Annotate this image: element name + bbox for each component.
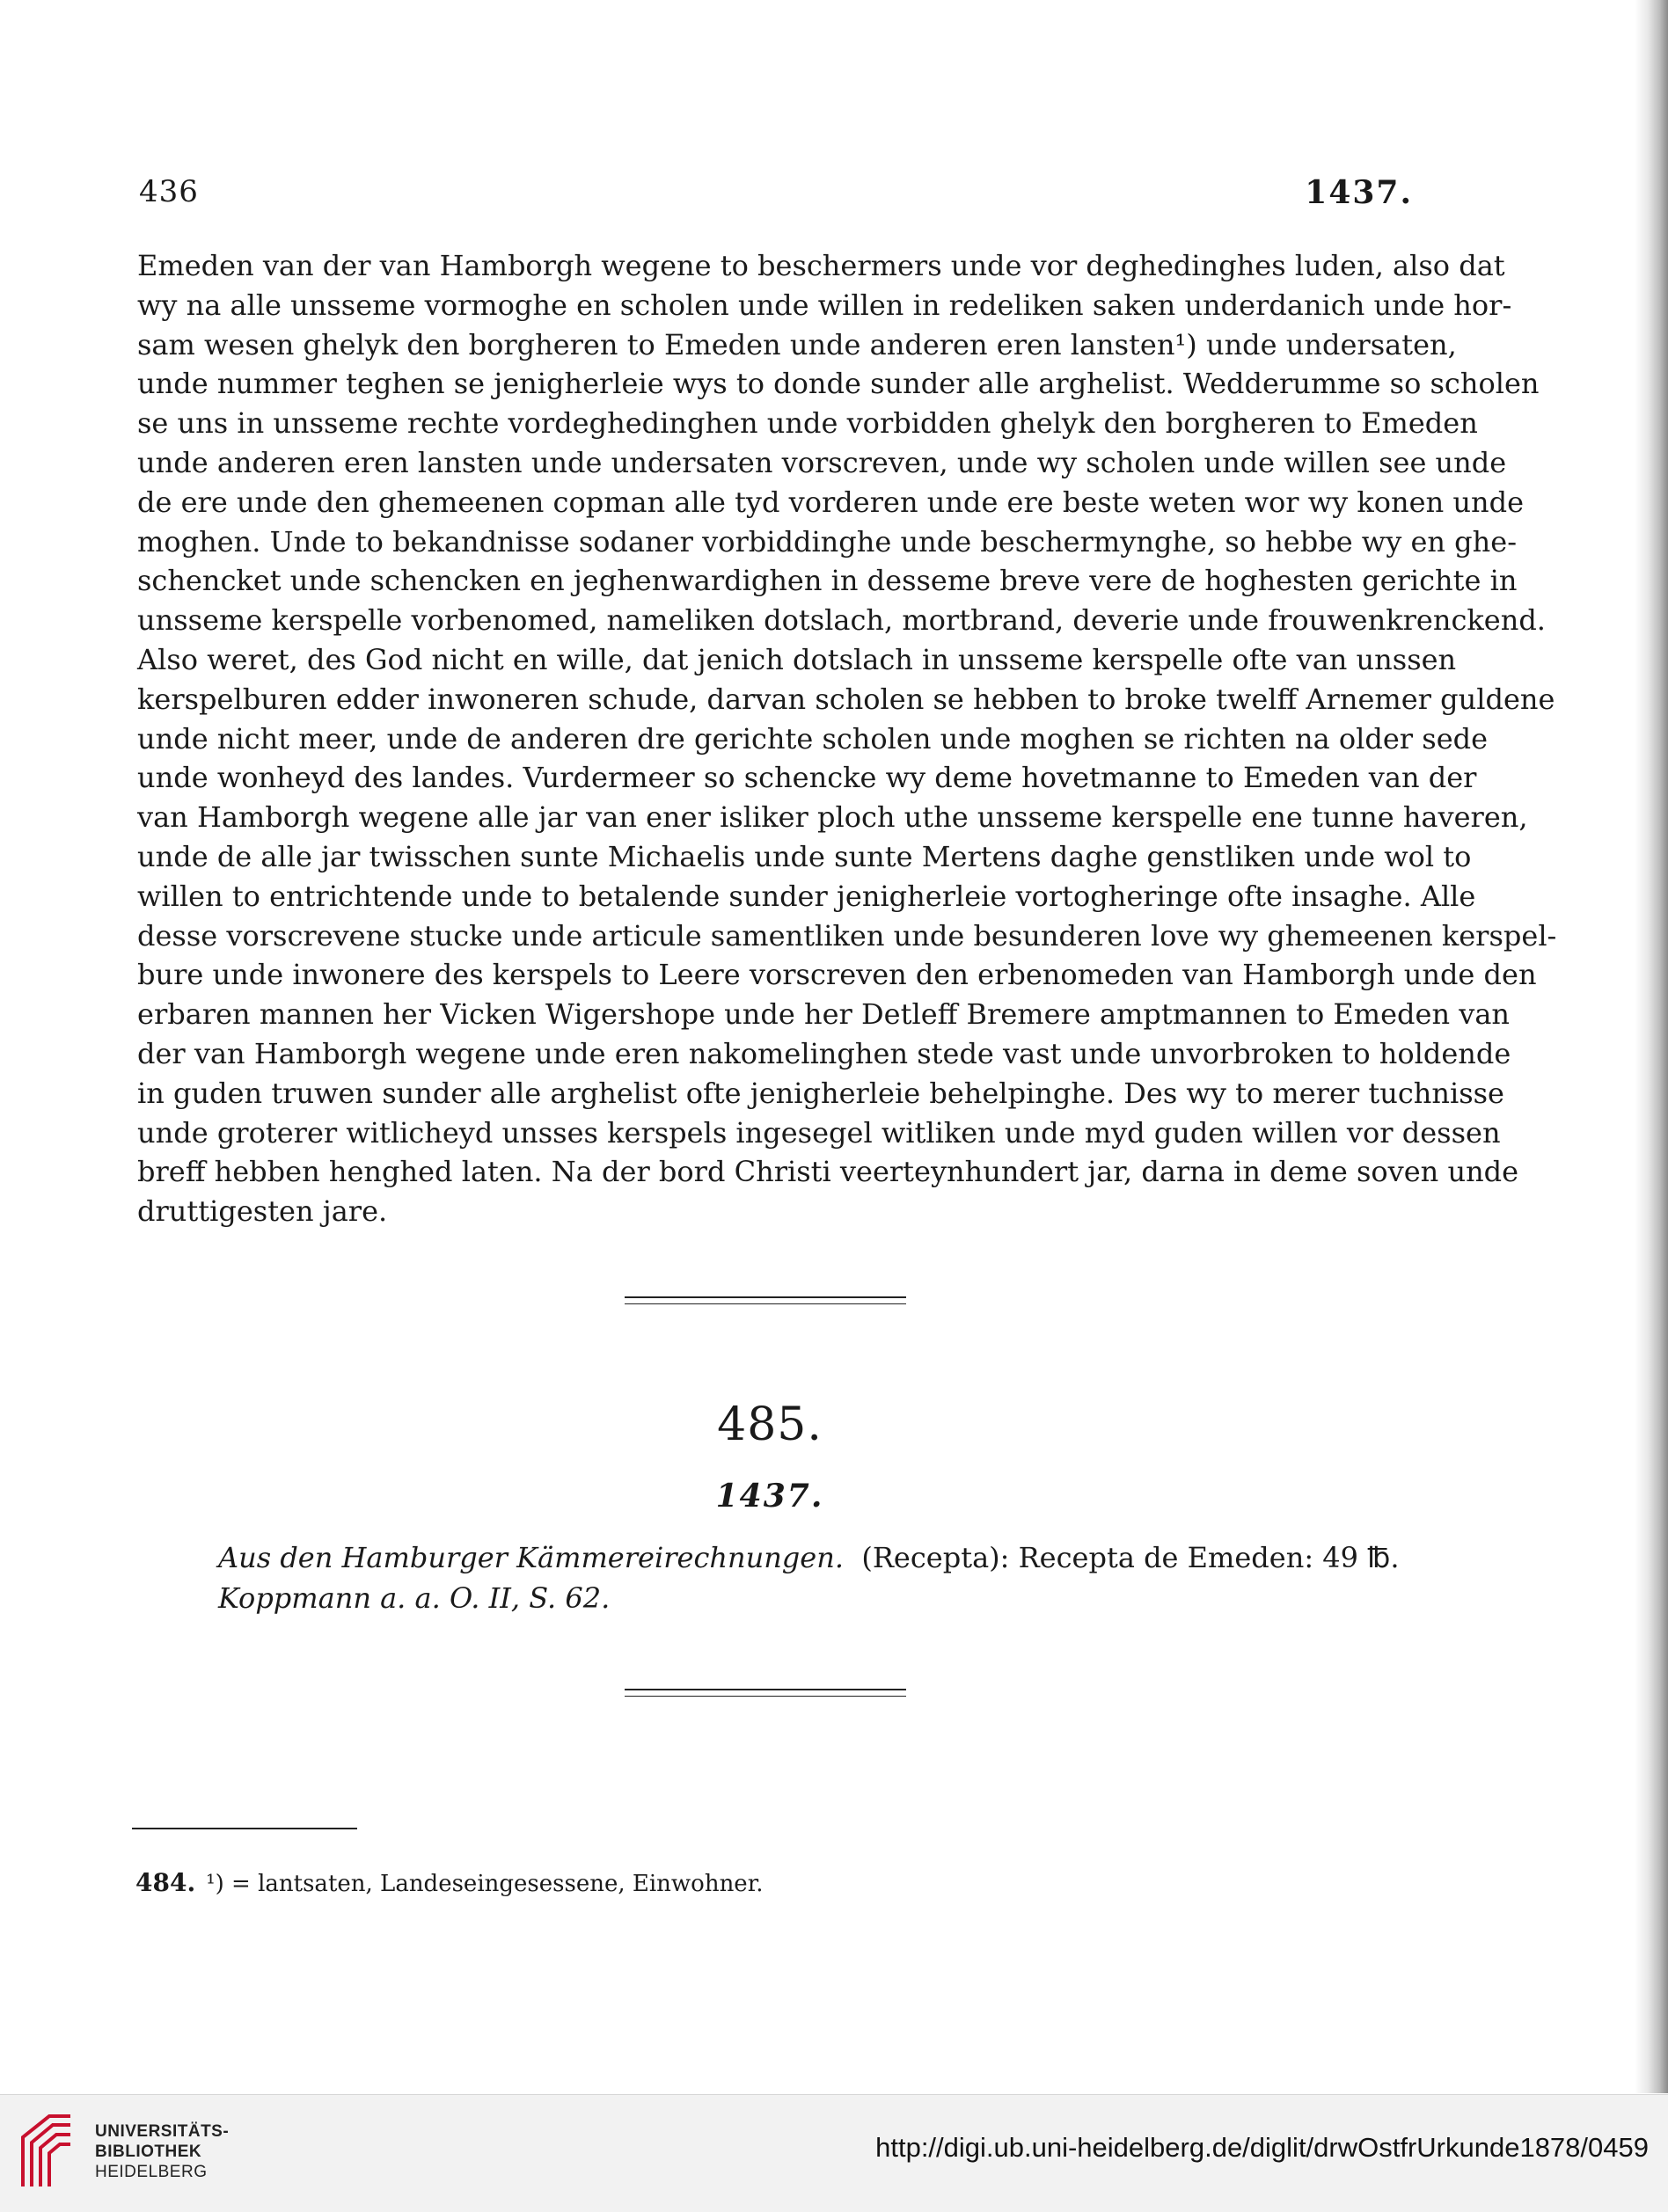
text-line: schencket unde schencken en jeghenwardighen in desseme breve vere de hoghesten gerichte in — [137, 564, 1518, 598]
running-year: 1437. — [1305, 174, 1413, 211]
footnote — [135, 1868, 764, 1897]
text-line: druttigesten jare. — [137, 1194, 388, 1229]
text-line: wy na alle unsseme vormoghe en scholen unde willen in redeliken saken underdanich unde hor- — [137, 288, 1512, 322]
text-line: unde wonheyd des landes. Vurdermeer so schencke wy deme hovetmanne to Emeden van der — [137, 761, 1477, 795]
document-source — [218, 1537, 1400, 1618]
body-text — [137, 246, 1557, 1231]
text-line: Emeden van der van Hamborgh wegene to beschermers unde vor deghedinghes luden, also dat — [137, 249, 1505, 282]
library-name-line: HEIDELBERG — [95, 2163, 208, 2181]
text-line: unde nummer teghen se jenigherleie wys to donde sunder alle arghelist. Wedderumme so scholen — [137, 367, 1540, 401]
text-line: Also weret, des God nicht en wille, dat jenich dotslach in unsseme kerspelle ofte van unssen — [137, 642, 1457, 676]
text-line: erbaren mannen her Vicken Wigershope unde her Detleff Bremere amptmannen to Emeden van — [137, 997, 1510, 1032]
document-year: 1437. — [715, 1478, 824, 1515]
document-url-link[interactable]: http://digi.ub.uni-heidelberg.de/diglit/drwOstfrUrkunde1878/0459 — [875, 2132, 1649, 2163]
section-divider-bottom — [625, 1689, 906, 1697]
document-number: 485. — [717, 1398, 823, 1451]
text-line: sam wesen ghelyk den borgheren to Emeden unde anderen eren lansten¹) unde undersaten, — [137, 327, 1457, 361]
text-line: bure unde inwonere des kerspels to Leere vorscreven den erbenomeden van Hamborgh unde den — [137, 958, 1537, 992]
text-line: in guden truwen sunder alle arghelist ofte jenigherleie behelpinghe. Des wy to merer tuchnisse — [137, 1076, 1504, 1110]
footnote-number: 484. — [135, 1868, 196, 1897]
source-entry: (Recepta): Recepta de Emeden: 49 ℔. — [861, 1541, 1400, 1574]
text-line: se uns in unsseme rechte vordeghedinghen unde vorbidden ghelyk den borgheren to Emeden — [137, 406, 1478, 441]
source-reference: Koppmann a. a. O. II, S. 62. — [218, 1581, 611, 1615]
text-line: unde nicht meer, unde de anderen dre gerichte scholen unde moghen se richten na older sede — [137, 721, 1489, 756]
page-edge-shadow — [1635, 0, 1668, 2093]
text-line: moghen. Unde to bekandnisse sodaner vorbiddinghe unde beschermynghe, so hebbe wy en ghe- — [137, 524, 1517, 558]
running-head — [139, 174, 1413, 227]
footer-bar — [0, 2094, 1668, 2212]
text-line: unde anderen eren lansten unde undersaten vorscreven, unde wy scholen unde willen see unde — [137, 445, 1507, 479]
text-line: unsseme kerspelle vorbenomed, nameliken dotslach, mortbrand, deverie unde frouwenkrenckend. — [137, 603, 1546, 638]
text-line: der van Hamborgh wegene unde eren nakomelinghen stede vast unde unvorbroken to holdende — [137, 1036, 1511, 1070]
footnote-text: ¹) = lantsaten, Landeseingesessene, Einwohner. — [206, 1871, 764, 1897]
text-line: breff hebben henghed laten. Na der bord Christi veerteynhundert jar, darna in deme soven unde — [137, 1155, 1519, 1189]
library-name-line: UNIVERSITÄTS- — [95, 2122, 230, 2141]
library-name-line: BIBLIOTHEK — [95, 2143, 202, 2161]
page-number: 436 — [139, 174, 199, 209]
text-line: willen to entrichtende unde to betalende sunder jenigherleie vortogheringe ofte insaghe. Alle — [137, 879, 1476, 913]
footnote-rule — [132, 1828, 357, 1829]
section-divider-top — [625, 1296, 906, 1304]
text-line: desse vorscrevene stucke unde articule samentliken unde besunderen love wy ghemeenen kerspel- — [137, 918, 1557, 953]
source-title: Aus den Hamburger Kämmereirechnungen. — [218, 1541, 844, 1574]
library-logo-icon — [16, 2111, 77, 2192]
text-line: kerspelburen edder inwoneren schude, darvan scholen se hebben to broke twelff Arnemer guldene — [137, 682, 1555, 716]
text-line: unde groterer witlicheyd unsses kerspels ingesegel witliken unde myd guden willen vor dessen — [137, 1115, 1501, 1150]
text-line: de ere unde den ghemeenen copman alle tyd vorderen unde ere beste weten wor wy konen unde — [137, 485, 1524, 519]
text-line: unde de alle jar twisschen sunte Michaelis unde sunte Mertens daghe genstliken unde wol to — [137, 839, 1472, 873]
text-line: van Hamborgh wegene alle jar van ener isliker ploch uthe unsseme kerspelle ene tunne haveren, — [137, 800, 1528, 835]
source-line — [218, 1537, 1400, 1578]
library-name — [95, 2121, 229, 2182]
